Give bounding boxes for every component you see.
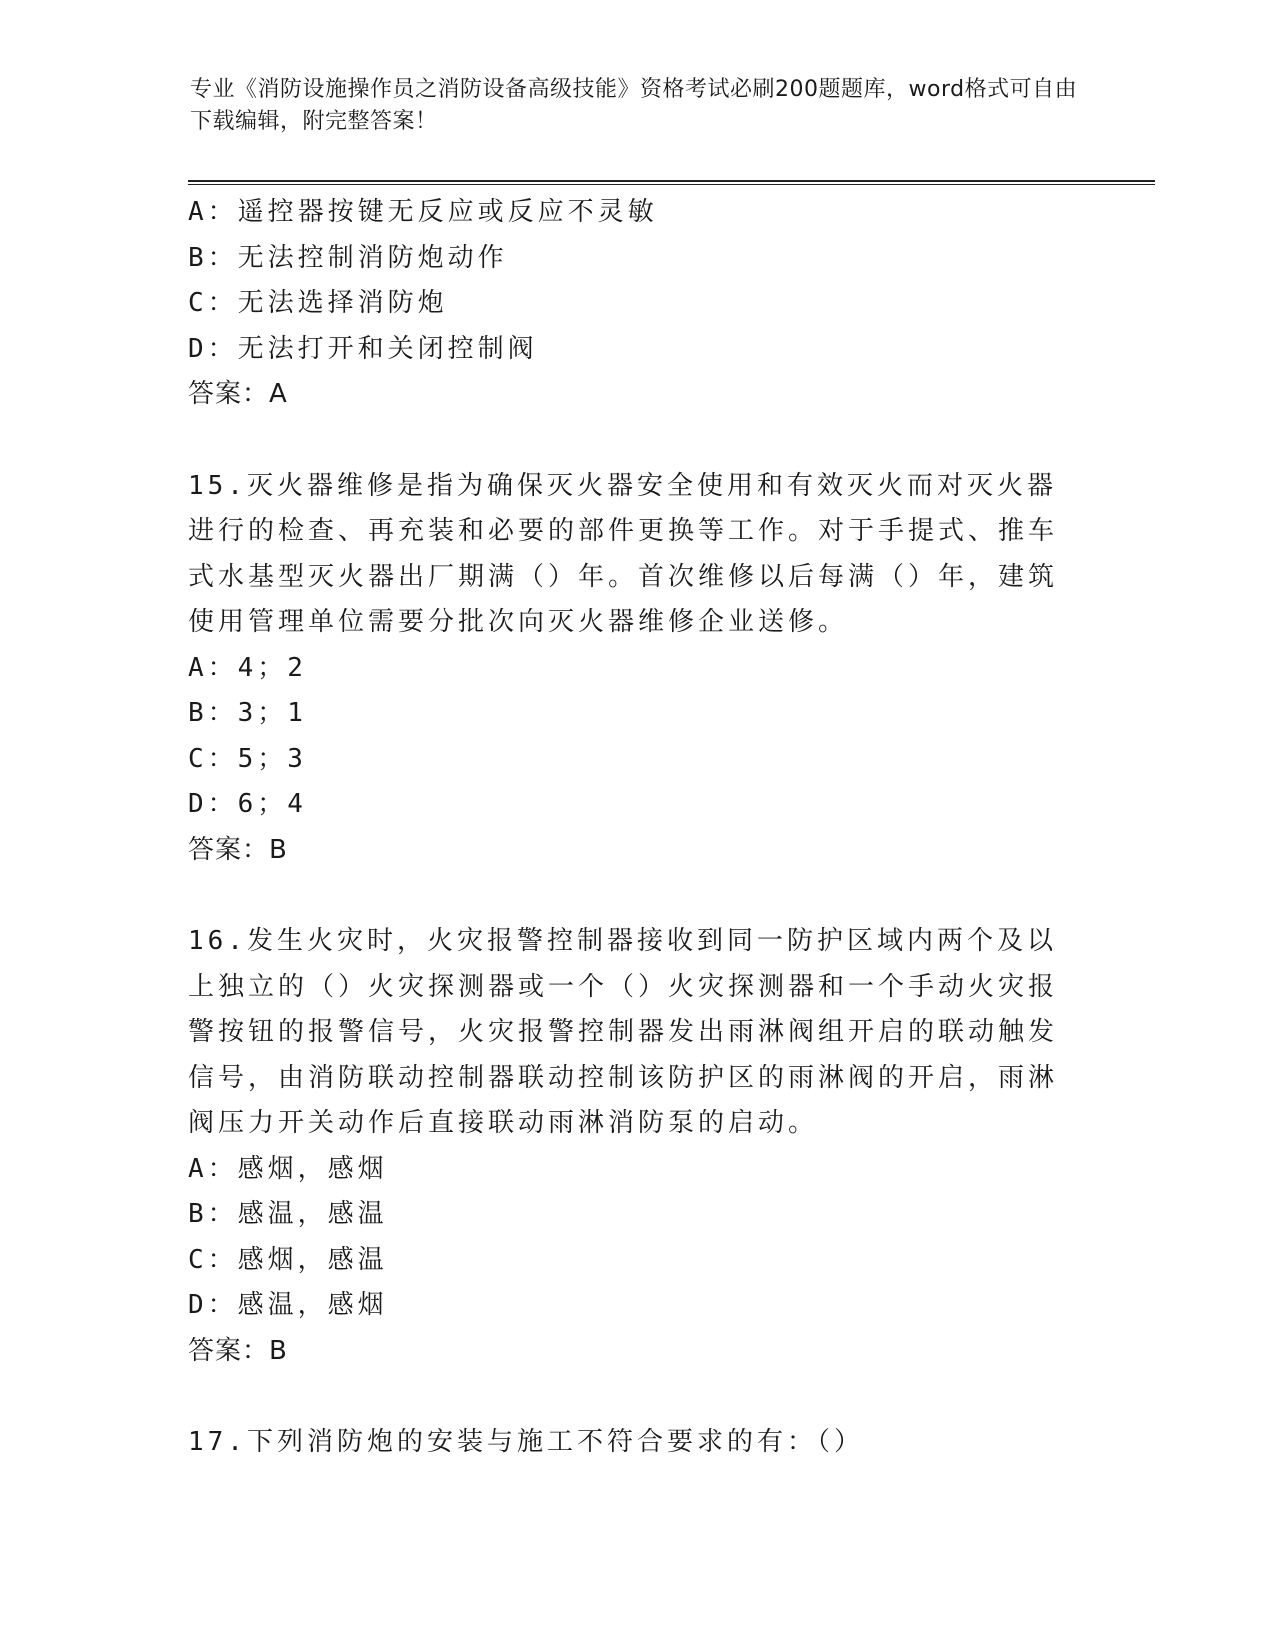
spacer bbox=[188, 418, 1088, 464]
question-16-block bbox=[188, 919, 1088, 1374]
q16-text: 16.发生火灾时，火灾报警控制器接收到同一防护区域内两个及以上独立的（）火灾探测器或一个（）火灾探测器和一个手动火灾报警按钮的报警信号，火灾报警控制器发出雨淋阀组开启的联动触发信号，由消防联动控制器联动控制该防护区的雨淋阀的开启，雨淋阀压力开关动作后直接联动雨淋消防泵的启动。 bbox=[188, 926, 1059, 1138]
q16-option-d: D：感温，感烟 bbox=[188, 1290, 388, 1320]
question-15-block bbox=[188, 464, 1088, 874]
document-header: 专业《消防设施操作员之消防设备高级技能》资格考试必刷200题题库，word格式可自由下载编辑，附完整答案！ bbox=[190, 77, 1078, 134]
q16-option-c: C：感烟，感温 bbox=[188, 1244, 388, 1275]
q14-answer: 答案：A bbox=[188, 379, 288, 409]
q14-option-d: D：无法打开和关闭控制阀 bbox=[188, 333, 538, 364]
question-14-block bbox=[188, 190, 1088, 418]
document-body bbox=[188, 190, 1088, 1466]
q16-option-a: A：感烟，感烟 bbox=[188, 1153, 388, 1184]
q14-option-b: B：无法控制消防炮动作 bbox=[188, 242, 508, 273]
question-17-block bbox=[188, 1420, 1088, 1466]
q15-text: 15.灭火器维修是指为确保灭火器安全使用和有效灭火而对灭火器进行的检查、再充装和必要的部件更换等工作。对于手提式、推车式水基型灭火器出厂期满（）年。首次维修以后每满（）年，建筑使用管理单位需要分批次向灭火器维修企业送修。 bbox=[188, 470, 1059, 637]
q15-option-c: C：5；3 bbox=[188, 743, 307, 774]
q17-text: 17.下列消防炮的安装与施工不符合要求的有：（） bbox=[188, 1427, 864, 1457]
header-rule-thick bbox=[188, 180, 1155, 182]
q15-option-d: D：6；4 bbox=[188, 789, 307, 819]
q14-option-c: C：无法选择消防炮 bbox=[188, 288, 448, 318]
q14-option-a: A：遥控器按键无反应或反应不灵敏 bbox=[188, 197, 658, 227]
q16-option-b: B：感温，感温 bbox=[188, 1199, 388, 1229]
spacer bbox=[188, 1374, 1088, 1420]
q15-answer: 答案：B bbox=[188, 834, 288, 865]
q15-option-a: A：4；2 bbox=[188, 652, 307, 683]
q16-answer: 答案：B bbox=[188, 1335, 288, 1366]
q15-option-b: B：3；1 bbox=[188, 698, 307, 728]
spacer bbox=[188, 873, 1088, 919]
header-rule-thin bbox=[188, 184, 1155, 185]
